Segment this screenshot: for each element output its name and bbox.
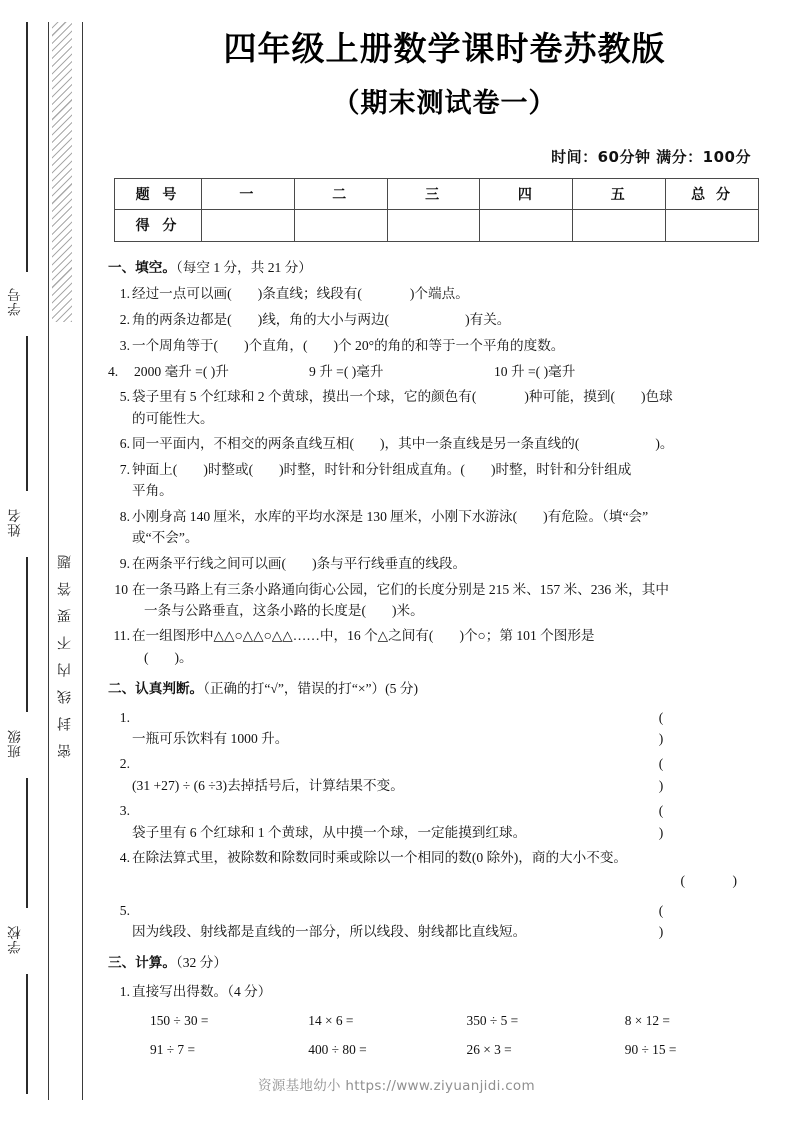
question-1-2 xyxy=(108,309,783,330)
q1-9-text-b: )条与平行线垂直的线段。 xyxy=(312,555,467,571)
q1-11-text-b: )个○；第 101 个图形是 xyxy=(459,628,595,644)
score-table-col-1: 一 xyxy=(202,178,295,209)
score-cell-4[interactable] xyxy=(480,209,573,241)
oral-item[interactable]: 150 ÷ 30 = xyxy=(150,1012,209,1028)
q3-1-points: （4 分） xyxy=(227,983,272,999)
q1-6-text-b: )，其中一条直线是另一条直线的( xyxy=(380,436,580,452)
q2-4-text: 在除法算式里，被除数和除数同时乘或除以一个相同的数(0 除外)，商的大小不变。 xyxy=(132,850,628,866)
seal-rule xyxy=(26,778,28,908)
question-2-3 xyxy=(108,800,783,842)
score-cell-3[interactable] xyxy=(387,209,480,241)
q1-4-col-1[interactable]: 2000 毫升 =( )升 xyxy=(134,363,229,379)
section-heading-3 xyxy=(108,953,783,974)
exam-sheet xyxy=(96,0,793,1122)
table-row-header xyxy=(115,178,759,209)
seal-label-student-id: 学号 xyxy=(8,287,23,317)
section-3-title: 三、计算。 xyxy=(108,955,176,972)
q1-11-line2-a: ( xyxy=(144,649,149,665)
q1-6-text-c: )。 xyxy=(655,436,674,452)
question-number: 4. xyxy=(108,363,119,379)
q1-1-text-a: 经过一点可以画( xyxy=(132,286,232,302)
q1-7-text-c: )时整，时针和分针组成直角。( xyxy=(279,462,465,478)
q1-7-text-b: )时整或( xyxy=(203,462,254,478)
q1-10-line2-a: 一条与公路垂直，这条小路的长度是( xyxy=(144,602,367,618)
question-number: 2. xyxy=(119,756,130,772)
question-number: 8. xyxy=(119,508,130,524)
question-1-11 xyxy=(108,625,783,667)
q1-2-text-c: )有关。 xyxy=(465,311,511,327)
seal-label-school: 学校 xyxy=(8,925,23,955)
q1-8-text-b: )有危险。（填“会” xyxy=(543,508,649,524)
question-1-3 xyxy=(108,335,783,356)
q1-3-text-c: )个 20°的角的和等于一个平角的度数。 xyxy=(333,337,565,353)
score-table-container xyxy=(114,178,759,242)
score-cell-2[interactable] xyxy=(294,209,387,241)
question-2-5 xyxy=(108,900,783,942)
question-1-10 xyxy=(108,579,783,621)
question-number: 7. xyxy=(119,462,130,478)
section-2-title: 二、认真判断。 xyxy=(108,680,204,697)
score-table-col-4: 四 xyxy=(480,178,573,209)
oral-item[interactable]: 14 × 6 = xyxy=(308,1012,354,1028)
q1-11-text-a: 在一组图形中△△○△△○△△……中，16 个△之间有( xyxy=(132,628,434,644)
question-1-5 xyxy=(108,386,783,428)
oral-calc-row-2 xyxy=(108,1040,783,1060)
score-cell-5[interactable] xyxy=(573,209,666,241)
oral-item[interactable]: 26 × 3 = xyxy=(466,1042,512,1058)
q1-7-text-a: 钟面上( xyxy=(132,462,178,478)
q1-9-text-a: 在两条平行线之间可以画( xyxy=(132,555,287,571)
question-1-7 xyxy=(108,459,783,501)
question-1-4 xyxy=(108,361,783,382)
answer-blank[interactable] xyxy=(308,338,334,353)
question-2-1 xyxy=(108,707,783,749)
seal-vertical-line-right xyxy=(82,22,83,1100)
score-table-col-5: 五 xyxy=(573,178,666,209)
q1-5-text-b: )种可能，摸到( xyxy=(524,389,615,405)
score-table-col-total: 总 分 xyxy=(666,178,759,209)
q1-5-text-c: )色球 xyxy=(641,389,673,405)
answer-blank[interactable] xyxy=(476,389,524,404)
sealing-margin xyxy=(0,0,96,1122)
oral-calc-row-1 xyxy=(108,1011,783,1031)
oral-item[interactable]: 400 ÷ 80 = xyxy=(308,1042,367,1058)
question-number: 3. xyxy=(119,337,130,353)
q1-1-text-c: )个端点。 xyxy=(409,286,469,302)
answer-blank[interactable] xyxy=(218,338,244,353)
score-cell-1[interactable] xyxy=(202,209,295,241)
q1-3-text-a: 一个周角等于( xyxy=(132,337,219,353)
score-table-row-label-score: 得 分 xyxy=(115,209,202,241)
answer-blank[interactable] xyxy=(517,509,543,524)
q1-7-text-d: )时整，时针和分针组成 xyxy=(490,462,632,478)
section-2-points: （正确的打“√”，错误的打“×”）(5 分) xyxy=(203,680,418,696)
q2-5-text: 因为线段、射线都是直线的一部分，所以线段、射线都比直线短。 xyxy=(132,923,527,939)
site-watermark: 资源基地幼小 https://www.ziyuanjidi.com xyxy=(258,1078,535,1094)
answer-blank[interactable] xyxy=(465,462,491,477)
seal-label-class: 班级 xyxy=(8,729,23,759)
answer-blank[interactable] xyxy=(149,650,175,665)
question-number: 1. xyxy=(119,709,130,725)
score-table-col-2: 二 xyxy=(294,178,387,209)
oral-item[interactable]: 350 ÷ 5 = xyxy=(466,1012,519,1028)
question-number: 10 xyxy=(114,581,128,597)
score-cell-total[interactable] xyxy=(666,209,759,241)
oral-item[interactable]: 8 × 12 = xyxy=(624,1012,670,1028)
answer-blank[interactable] xyxy=(354,436,380,451)
question-number: 1. xyxy=(119,286,130,302)
question-number: 1. xyxy=(119,983,130,999)
seal-rule xyxy=(26,336,28,491)
seal-rule xyxy=(26,557,28,712)
section-heading-2 xyxy=(108,679,783,700)
q1-11-line2-b: )。 xyxy=(174,649,193,665)
q1-1-text-b: )条直线；线段有( xyxy=(257,286,362,302)
answer-blank[interactable] xyxy=(232,312,258,327)
q1-6-text-a: 同一平面内，不相交的两条直线互相( xyxy=(132,436,355,452)
judge-bracket[interactable]: ( ) xyxy=(658,756,686,793)
judge-bracket[interactable]: ( ) xyxy=(658,709,686,746)
question-number: 3. xyxy=(119,803,130,819)
q2-1-text: 一瓶可乐饮料有 1000 升。 xyxy=(132,730,289,746)
question-2-2 xyxy=(108,753,783,795)
seal-label-group xyxy=(6,0,40,1122)
hatch-band-top xyxy=(52,22,72,322)
answer-blank[interactable] xyxy=(433,628,459,643)
q1-2-text-b: )线，角的大小与两边( xyxy=(257,311,390,327)
section-3-points: （32 分） xyxy=(175,955,227,971)
q1-2-text-a: 角的两条边都是( xyxy=(132,311,232,327)
score-table-row-label-number: 题 号 xyxy=(115,178,202,209)
oral-item[interactable]: 90 ÷ 15 = xyxy=(624,1042,677,1058)
question-1-6 xyxy=(108,433,783,454)
answer-blank[interactable] xyxy=(389,312,465,327)
judge-bracket[interactable]: ( ) xyxy=(658,803,686,840)
exam-content xyxy=(108,258,783,1061)
q1-8-text-a: 小刚身高 140 厘米，水库的平均水深是 130 厘米，小刚下水游泳( xyxy=(132,508,518,524)
score-table-col-3: 三 xyxy=(387,178,480,209)
page-title: 四年级上册数学课时卷苏教版 xyxy=(223,29,666,68)
q1-4-col-2[interactable]: 9 升 =( )毫升 xyxy=(309,363,384,379)
answer-blank[interactable] xyxy=(253,462,279,477)
question-2-4 xyxy=(108,847,783,891)
q1-8-line2: 或“不会”。 xyxy=(132,530,199,546)
section-1-title: 一、填空。 xyxy=(108,259,176,276)
answer-blank[interactable] xyxy=(366,603,392,618)
question-1-9 xyxy=(108,553,783,574)
question-number: 4. xyxy=(119,850,130,866)
exam-meta: 时间：60分钟 满分：100分 xyxy=(551,147,751,166)
question-1-8 xyxy=(108,506,783,548)
question-number: 11. xyxy=(113,628,130,644)
question-1-1 xyxy=(108,283,783,304)
seal-label-name: 姓名 xyxy=(8,508,23,538)
section-1-points: （每空 1 分，共 21 分） xyxy=(175,259,312,275)
page-subtitle: （期末测试卷一） xyxy=(332,87,557,119)
question-number: 9. xyxy=(119,555,130,571)
judge-bracket[interactable]: ( ) xyxy=(680,873,759,889)
question-number: 5. xyxy=(119,902,130,918)
q1-10-line2-b: )米。 xyxy=(392,602,424,618)
section-heading-1 xyxy=(108,258,783,279)
seal-vertical-line-left xyxy=(48,22,49,1100)
q2-3-text: 袋子里有 6 个红球和 1 个黄球，从中摸一个球，一定能摸到红球。 xyxy=(132,824,527,840)
q1-5-line2: 的可能性大。 xyxy=(132,410,214,426)
answer-blank[interactable] xyxy=(362,286,410,301)
q2-2-text: (31 +27) ÷ (6 ÷3)去掉括号后，计算结果不变。 xyxy=(132,777,404,793)
q1-10-line1: 在一条马路上有三条小路通向街心公园，它们的长度分别是 215 米、157 米、236 米，其中 xyxy=(132,581,669,597)
answer-blank[interactable] xyxy=(232,286,258,301)
answer-blank[interactable] xyxy=(615,389,641,404)
q1-4-col-3[interactable]: 10 升 =( )毫升 xyxy=(494,363,576,379)
score-table xyxy=(114,178,759,242)
q1-3-text-b: )个直角，( xyxy=(244,337,308,353)
answer-blank[interactable] xyxy=(286,556,312,571)
question-number: 5. xyxy=(119,389,130,405)
judge-bracket[interactable]: ( ) xyxy=(658,902,686,939)
seal-rule xyxy=(26,22,28,272)
q1-7-line2: 平角。 xyxy=(132,483,173,499)
answer-blank[interactable] xyxy=(579,436,655,451)
q1-5-text-a: 袋子里有 5 个红球和 2 个黄球，摸出一个球，它的颜色有( xyxy=(132,389,477,405)
q3-1-label: 直接写出得数。 xyxy=(132,983,228,999)
table-row-scores xyxy=(115,209,759,241)
oral-item[interactable]: 91 ÷ 7 = xyxy=(150,1042,196,1058)
answer-blank[interactable] xyxy=(177,462,203,477)
question-number: 2. xyxy=(119,311,130,327)
seal-vertical-notice: 密封线内不要答题 xyxy=(58,542,73,758)
question-number: 6. xyxy=(119,436,130,452)
question-3-1-label xyxy=(108,981,783,1002)
